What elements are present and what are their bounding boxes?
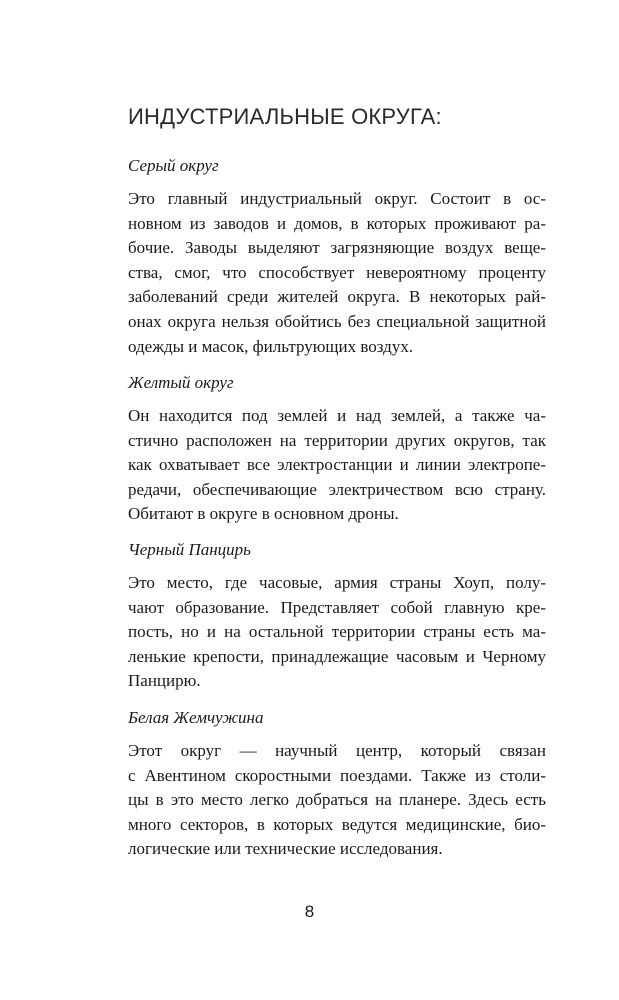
section-paragraph — [128, 739, 546, 862]
text-line: онах округа нельзя обойтись без специальной защитной — [128, 311, 546, 331]
text-line: с Авентином скоростными поездами. Также из столи- — [128, 765, 546, 785]
section-paragraph — [128, 404, 546, 527]
text-line: редачи, обеспечивающие электричеством всю страну. — [128, 479, 546, 499]
chapter-heading: ИНДУСТРИАЛЬНЫЕ ОКРУГА: — [128, 104, 442, 129]
text-line: чают образование. Представляет собой главную кре- — [128, 597, 546, 617]
text-line: новном из заводов и домов, в которых проживают ра- — [128, 213, 546, 233]
text-line: цы в это место легко добраться на планере. Здесь есть — [128, 790, 546, 810]
section-title: Серый округ — [128, 156, 219, 175]
section-black-armor — [128, 538, 546, 694]
text-line: Это главный индустриальный округ. Состоит в ос- — [128, 189, 546, 208]
text-line: много секторов, в которых ведутся медицинские, био- — [128, 814, 546, 834]
text-line: логические или технические исследования. — [128, 839, 443, 859]
section-paragraph — [128, 571, 546, 694]
text-line: Панцирю. — [128, 671, 201, 691]
text-line: пость, но и на остальной территории страны есть ма- — [128, 622, 546, 642]
page-number: 8 — [304, 902, 315, 921]
text-line: Это место, где часовые, армия страны Хоуп, полу- — [128, 573, 546, 592]
section-paragraph — [128, 187, 546, 359]
text-line: Этот округ — научный центр, который связан — [128, 741, 546, 760]
text-line: как охватывает все электростанции и линии электропе- — [128, 455, 546, 475]
section-yellow-district — [128, 371, 546, 527]
text-line: Обитают в округе в основном дроны. — [128, 504, 399, 524]
section-title: Желтый округ — [128, 373, 234, 392]
text-line: ства, смог, что способствует невероятному проценту — [128, 262, 546, 282]
text-line: бочие. Заводы выделяют загрязняющие воздух веще- — [128, 238, 546, 258]
text-line: стично расположен на территории других округов, так — [128, 430, 546, 450]
text-line: одежды и масок, фильтрующих воздух. — [128, 336, 414, 356]
text-line: Он находится под землей и над землей, а также ча- — [128, 406, 546, 425]
text-line: заболеваний среди жителей округа. В некоторых рай- — [128, 287, 546, 307]
section-grey-district — [128, 154, 546, 359]
text-line: ленькие крепости, принадлежащие часовым и Черному — [128, 646, 546, 666]
section-title: Черный Панцирь — [128, 540, 251, 559]
section-title: Белая Жемчужина — [128, 708, 264, 727]
section-white-pearl — [128, 706, 546, 862]
